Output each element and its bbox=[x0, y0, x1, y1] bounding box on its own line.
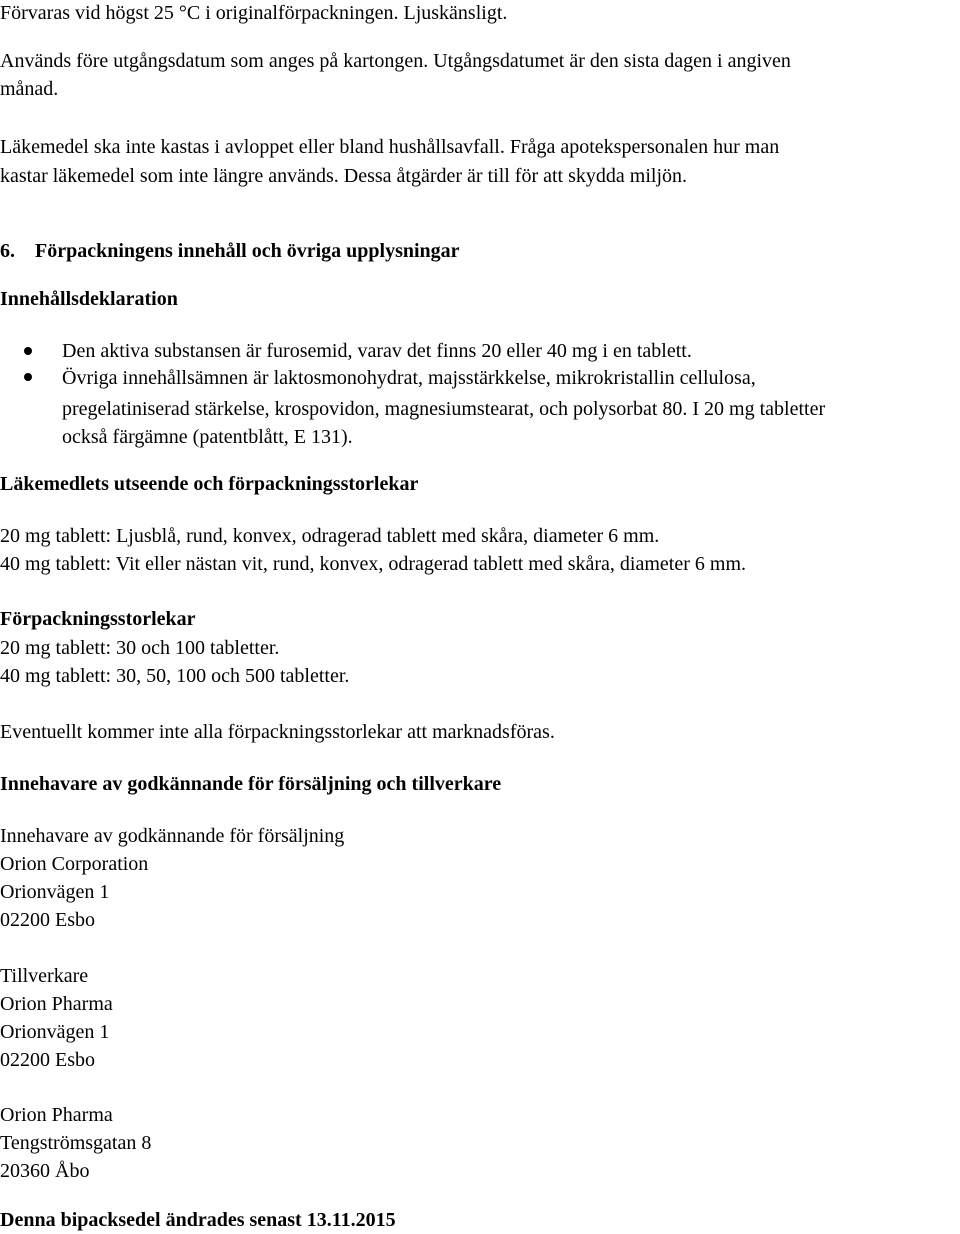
appearance-heading: Läkemedlets utseende och förpackningsstorlekar bbox=[0, 473, 419, 495]
bullet-icon bbox=[24, 347, 32, 355]
manufacturer-label: Tillverkare bbox=[0, 965, 89, 987]
declaration-heading: Innehållsdeklaration bbox=[0, 288, 178, 310]
disposal-text-line-2: kastar läkemedel som inte längre används. Dessa åtgärder är till för att skydda miljön. bbox=[0, 165, 688, 187]
expiry-text-line-2: månad. bbox=[0, 78, 59, 100]
bullet-icon bbox=[24, 373, 32, 381]
expiry-text-line-1: Används före utgångsdatum som anges på kartongen. Utgångsdatumet är den sista dagen i angiven bbox=[0, 50, 791, 72]
manufacturer-address-line: Orion Pharma bbox=[0, 1104, 113, 1126]
storage-text: Förvaras vid högst 25 °C i originalförpackningen. Ljuskänsligt. bbox=[0, 2, 508, 24]
manufacturer-address-line: 20360 Åbo bbox=[0, 1160, 90, 1182]
holder-address-line: Orionvägen 1 bbox=[0, 881, 110, 903]
manufacturer-address-line: 02200 Esbo bbox=[0, 1049, 95, 1071]
holder-label: Innehavare av godkännande för försäljning bbox=[0, 825, 345, 847]
pack-sizes-heading: Förpackningsstorlekar bbox=[0, 608, 196, 630]
disposal-text-line-1: Läkemedel ska inte kastas i avloppet eller bland hushållsavfall. Fråga apotekspersonalen hur man bbox=[0, 136, 780, 158]
manufacturer-address-line: Orionvägen 1 bbox=[0, 1021, 110, 1043]
manufacturer-address-line: Tengströmsgatan 8 bbox=[0, 1132, 152, 1154]
pack-size-line: 20 mg tablett: 30 och 100 tabletter. bbox=[0, 637, 280, 659]
list-item-text: Den aktiva substansen är furosemid, varav det finns 20 eller 40 mg i en tablett. bbox=[62, 340, 692, 362]
revision-date: Denna bipacksedel ändrades senast 13.11.2015 bbox=[0, 1209, 396, 1231]
appearance-line: 20 mg tablett: Ljusblå, rund, konvex, odragerad tablett med skåra, diameter 6 mm. bbox=[0, 525, 660, 547]
list-item-text: också färgämne (patentblått, E 131). bbox=[62, 426, 353, 448]
holder-address-line: 02200 Esbo bbox=[0, 909, 95, 931]
holder-section-heading: Innehavare av godkännande för försäljning och tillverkare bbox=[0, 773, 502, 795]
pack-size-note: Eventuellt kommer inte alla förpackningsstorlekar att marknadsföras. bbox=[0, 721, 555, 743]
list-item-text: pregelatiniserad stärkelse, krospovidon, magnesiumstearat, och polysorbat 80. I 20 mg tabletter bbox=[62, 398, 826, 420]
section-6-heading: 6. Förpackningens innehåll och övriga upplysningar bbox=[0, 240, 460, 262]
holder-address-line: Orion Corporation bbox=[0, 853, 149, 875]
pack-size-line: 40 mg tablett: 30, 50, 100 och 500 tabletter. bbox=[0, 665, 350, 687]
appearance-line: 40 mg tablett: Vit eller nästan vit, rund, konvex, odragerad tablett med skåra, diameter 6 mm. bbox=[0, 553, 746, 575]
manufacturer-address-line: Orion Pharma bbox=[0, 993, 113, 1015]
list-item-text: Övriga innehållsämnen är laktosmonohydrat, majsstärkkelse, mikrokristallin cellulosa, bbox=[62, 367, 756, 389]
